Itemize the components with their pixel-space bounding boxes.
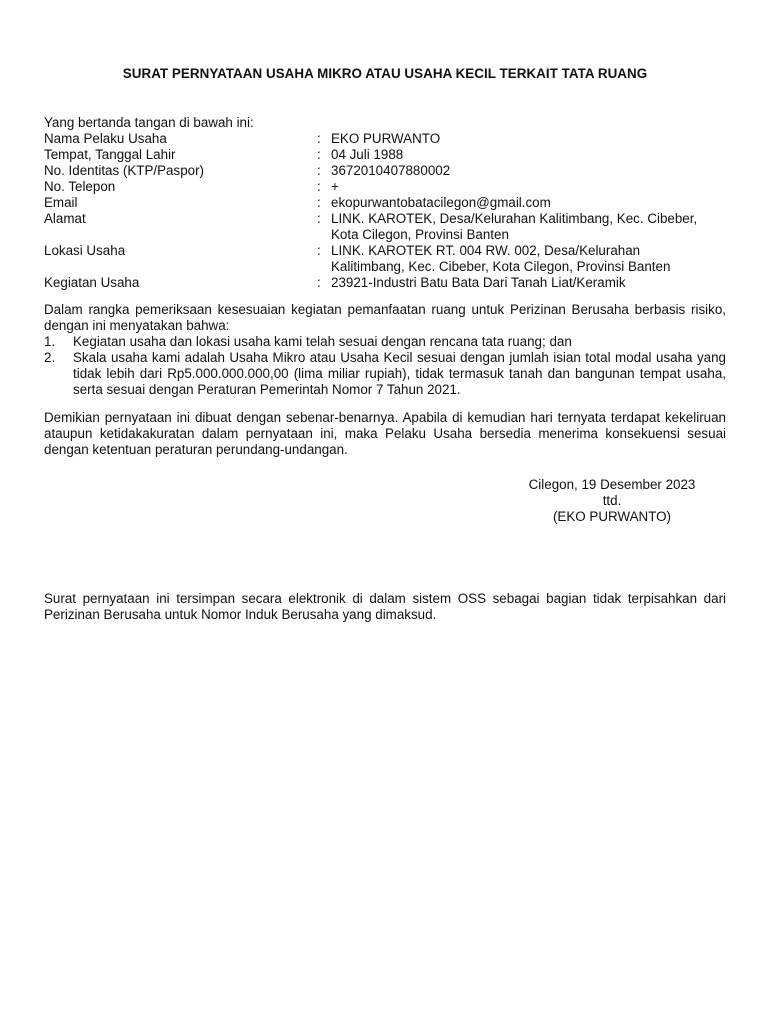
field-value-line: 23921-Industri Batu Bata Dari Tanah Liat/Keramik: [331, 275, 626, 290]
field-label: Nama Pelaku Usaha: [44, 131, 167, 146]
field-label: No. Identitas (KTP/Paspor): [44, 163, 205, 178]
field-separator: :: [317, 195, 321, 210]
field-row-nama: [44, 131, 726, 147]
field-separator: :: [317, 147, 321, 162]
list-item-number: 1.: [44, 334, 56, 349]
field-label: No. Telepon: [44, 179, 116, 194]
field-value-line: ekopurwantobatacilegon@gmail.com: [331, 195, 551, 210]
field-separator: :: [317, 163, 321, 178]
intro-text: Yang bertanda tangan di bawah ini:: [44, 115, 254, 130]
field-label: Alamat: [44, 211, 86, 226]
list-item: [44, 334, 726, 350]
field-value-line: LINK. KAROTEK, Desa/Kelurahan Kalitimbang, Kec. Cibeber,: [331, 211, 698, 226]
field-value: [331, 195, 726, 211]
field-row-alamat: [44, 211, 726, 243]
field-value: [331, 243, 726, 275]
field-separator: :: [317, 211, 321, 226]
field-value-line: +: [331, 179, 339, 194]
field-value-line: 04 Juli 1988: [331, 147, 404, 162]
signature-block: [514, 477, 710, 525]
field-label: Email: [44, 195, 78, 210]
field-label: Kegiatan Usaha: [44, 275, 140, 290]
field-value-line: EKO PURWANTO: [331, 131, 441, 146]
field-separator: :: [317, 179, 321, 194]
statement-list: [44, 334, 726, 398]
field-value-line: LINK. KAROTEK RT. 004 RW. 002, Desa/Kelurahan: [331, 243, 641, 258]
field-row-kegiatan: [44, 275, 726, 291]
field-value-line: Kalitimbang, Kec. Cibeber, Kota Cilegon, Provinsi Banten: [331, 259, 671, 274]
field-label: Lokasi Usaha: [44, 243, 126, 258]
signature-place-date: Cilegon, 19 Desember 2023: [528, 477, 696, 492]
identity-fields: [44, 131, 726, 291]
closing-paragraph: Demikian pernyataan ini dibuat dengan sebenar-benarnya. Apabila di kemudian hari ternyata terdapat kekeliruan ataupun ketidakakuratan dalam pernyataan ini, maka Pelaku Usaha bersedia menerima konsekuensi sesuai dengan ketentuan peraturan perundang-undangan.: [44, 410, 726, 457]
field-value: [331, 163, 726, 179]
list-item-text: Skala usaha kami adalah Usaha Mikro atau Usaha Kecil sesuai dengan jumlah isian total modal usaha yang tidak lebih dari Rp5.000.000.000,00 (lima miliar rupiah), tidak termasuk tanah dan bangunan tempat usaha, serta sesuai dengan Peraturan Pemerintah Nomor 7 Tahun 2021.: [73, 350, 726, 397]
footer-note: Surat pernyataan ini tersimpan secara elektronik di dalam sistem OSS sebagai bagian tidak terpisahkan dari Perizinan Berusaha untuk Nomor Induk Berusaha yang dimaksud.: [44, 591, 726, 622]
list-item-text: Kegiatan usaha dan lokasi usaha kami telah sesuai dengan rencana tata ruang; dan: [73, 334, 572, 349]
document-page: [44, 0, 726, 1024]
field-value: [331, 147, 726, 163]
field-value: [331, 275, 726, 291]
field-value-line: 3672010407880002: [331, 163, 451, 178]
field-label: Tempat, Tanggal Lahir: [44, 147, 176, 162]
field-value: [331, 131, 726, 147]
document-title: SURAT PERNYATAAN USAHA MIKRO ATAU USAHA KECIL TERKAIT TATA RUANG: [122, 66, 648, 81]
list-item: [44, 350, 726, 398]
signature-ttd: ttd.: [602, 493, 622, 508]
field-value: [331, 179, 726, 195]
list-item-number: 2.: [44, 350, 56, 365]
field-row-ttl: [44, 147, 726, 163]
field-row-lokasi: [44, 243, 726, 275]
field-separator: :: [317, 131, 321, 146]
field-value-line: Kota Cilegon, Provinsi Banten: [331, 227, 509, 242]
field-row-identitas: [44, 163, 726, 179]
field-separator: :: [317, 243, 321, 258]
field-separator: :: [317, 275, 321, 290]
field-row-email: [44, 195, 726, 211]
field-row-telepon: [44, 179, 726, 195]
field-value: [331, 211, 726, 243]
signature-name: (EKO PURWANTO): [552, 509, 672, 524]
statement-intro-paragraph: Dalam rangka pemeriksaan kesesuaian kegiatan pemanfaatan ruang untuk Perizinan Berusaha berbasis risiko, dengan ini menyatakan bahwa:: [44, 302, 726, 333]
